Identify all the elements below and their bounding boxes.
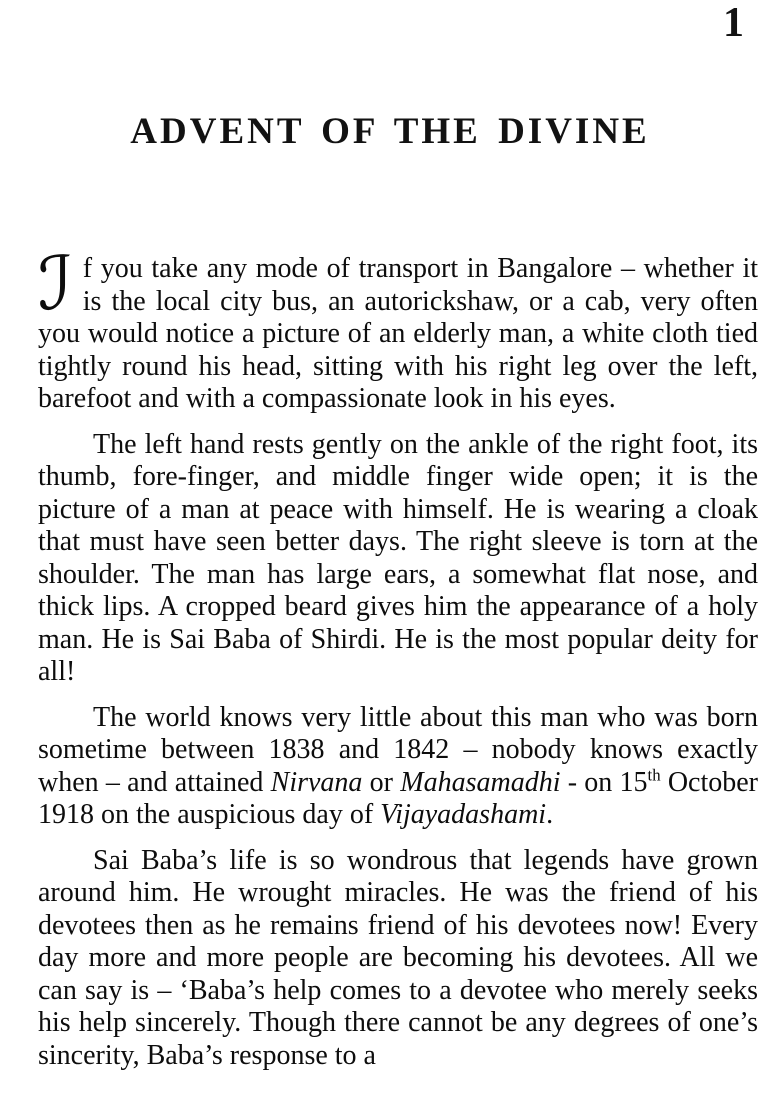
paragraph-3-segment: or (362, 766, 401, 798)
paragraph-3 (38, 702, 758, 832)
drop-cap-letter: ℐ (38, 241, 73, 327)
paragraph-3-segment: October 1918 on the auspicious day of (38, 766, 759, 830)
paragraph-3-segment: . (546, 799, 554, 830)
paragraph-1-text: f you take any mode of transport in Bangalore – whether it is the local city bus, an autorickshaw, or a cab, very often you would notice a picture of an elderly man, a white cloth tied tightly round his head, sitting with his right leg over the left, barefoot and with a compassionate look in his eyes. (38, 253, 758, 414)
paragraph-3-segment: - on 15 (560, 766, 648, 798)
chapter-title: ADVENT OF THE DIVINE (130, 111, 650, 152)
page-number: 1 (723, 0, 744, 46)
term-mahasamadhi: Mahasamadhi (400, 766, 561, 798)
body-text (38, 241, 759, 1072)
paragraph-1 (38, 241, 758, 416)
term-nirvana: Nirvana (270, 766, 363, 798)
term-vijayadashami: Vijayadashami (380, 799, 547, 830)
paragraph-3-segment: The world knows very little about this man who was born sometime between 1838 and 1842 – nobody knows exactly when – and attained (38, 701, 758, 798)
paragraph-2: The left hand rests gently on the ankle of the right foot, its thumb, fore-finger, and middle finger wide open; it is the picture of a man at peace with himself. He is wearing a cloak that must have seen better days. The right sleeve is torn at the shoulder. The man has large ears, a somewhat flat nose, and thick lips. A cropped beard gives him the appearance of a holy man. He is Sai Baba of Shirdi. He is the most popular deity for all! (38, 428, 758, 687)
ordinal-suffix: th (647, 765, 661, 785)
paragraph-4: Sai Baba’s life is so wondrous that legends have grown around him. He wrought miracles. He was the friend of his devotees then as he remains friend of his devotees now! Every day more and more people are becoming his devotees. All we can say is – ‘Baba’s help comes to a devotee who merely seeks his help sincerely. Though there cannot be any degrees of one’s sincerity, Baba’s response to a (38, 844, 758, 1071)
